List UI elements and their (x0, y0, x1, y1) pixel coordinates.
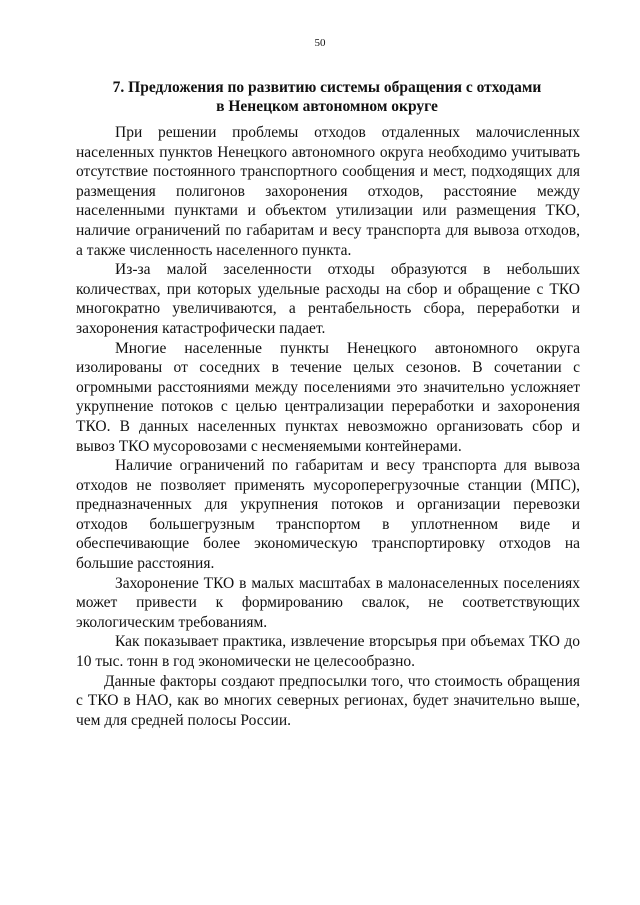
paragraph-1: При решении проблемы отходов отдаленных малочисленных населенных пунктов Ненецкого автономного округа необходимо учитывать отсутствие постоянного транспортного сообщения и мест, подходящих для размещения полигонов захоронения отходов, расстояние между населенными пунктами и объектом утилизации или размещения ТКО, наличие ограничений по габаритам и весу транспорта для вывоза отходов, а также численность населенного пункта. (76, 124, 580, 259)
body-text (76, 123, 580, 730)
paragraph-2: Из-за малой заселенности отходы образуются в небольших количествах, при которых удельные расходы на сбор и обращение с ТКО многократно увеличиваются, а рентабельность сбора, переработки и захоронения катастрофически падает. (76, 261, 580, 337)
section-heading (76, 78, 578, 116)
paragraph-7: Данные факторы создают предпосылки того, что стоимость обращения с ТКО в НАО, как во многих северных регионах, будет значительно выше, чем для средней полосы России. (76, 672, 580, 729)
section-heading-line-1: 7. Предложения по развитию системы обращения с отходами (112, 79, 542, 96)
paragraph-5: Захоронение ТКО в малых масштабах в малонаселенных поселениях может привести к формированию свалок, не соответствующих экологическим требованиям. (76, 574, 580, 631)
paragraph-4: Наличие ограничений по габаритам и весу транспорта для вывоза отходов не позволяет применять мусороперегрузочные станции (МПС), предназначенных для укрупнения потоков и организации перевозки отходов большегрузным транспортом в уплотненном виде и обеспечивающие более экономическую транспортировку отходов на большие расстояния. (76, 457, 580, 573)
paragraph-6: Как показывает практика, извлечение вторсырья при объемах ТКО до 10 тыс. тонн в год экономически не целесообразно. (76, 633, 580, 671)
section-heading-line-2: в Ненецком автономном округе (216, 98, 438, 115)
paragraph-3: Многие населенные пункты Ненецкого автономного округа изолированы от соседних в течение целых сезонов. В сочетании с огромными расстояниями между поселениями это значительно усложняет укрупнение потоков с целью централизации переработки и захоронения ТКО. В данных населенных пунктах невозможно организовать сбор и вывоз ТКО мусоровозами с несменяемыми контейнерами. (76, 339, 580, 455)
page-number: 50 (314, 37, 326, 49)
